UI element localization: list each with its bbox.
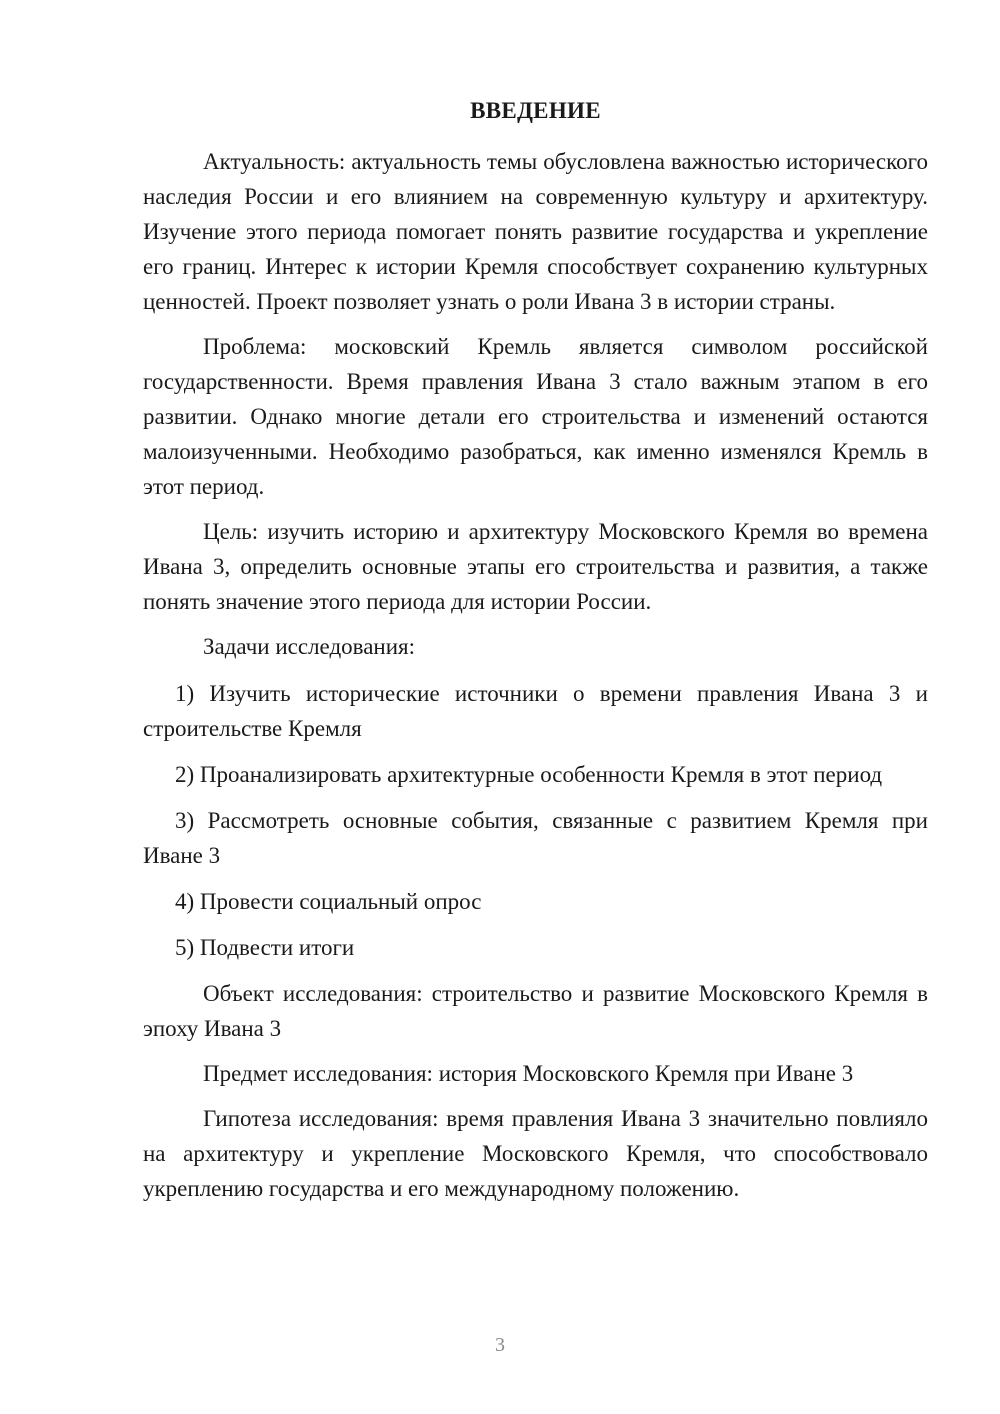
list-item: 3) Рассмотреть основные события, связанные с развитием Кремля при Иване 3 [143, 808, 928, 868]
tasks-title: Задачи исследования: [203, 634, 416, 659]
paragraph-relevance: Актуальность: актуальность темы обусловлена важностью исторического наследия России и его влиянием на современную культуру и архитектуру. Изучение этого периода помогает понять развитие государства и укрепление его границ. Интерес к истории Кремля способствует сохранению культурных ценностей. Проект позволяет узнать о роли Ивана 3 в истории страны. [143, 149, 928, 314]
tasks-list [143, 676, 928, 965]
paragraph-hypothesis: Гипотеза исследования: время правления Ивана 3 значительно повлияло на архитектуру и укрепление Московского Кремля, что способствовало укреплению государства и его международному положению. [143, 1106, 928, 1201]
page-title: ВВЕДЕНИЕ [470, 98, 601, 123]
list-item: 4) Провести социальный опрос [175, 889, 482, 914]
page-number: 3 [495, 1334, 505, 1356]
paragraph-problem: Проблема: московский Кремль является символом российской государственности. Время правления Ивана 3 стало важным этапом в его развитии. Однако многие детали его строительства и изменений остаются малоизученными. Необходимо разобраться, как именно изменялся Кремль в этот период. [143, 334, 928, 499]
paragraph-object: Объект исследования: строительство и развитие Московского Кремля в эпоху Ивана 3 [143, 981, 928, 1041]
list-item: 5) Подвести итоги [175, 935, 355, 960]
list-item: 2) Проанализировать архитектурные особенности Кремля в этот период [175, 762, 883, 787]
paragraph-goal: Цель: изучить историю и архитектуру Московского Кремля во времена Ивана 3, определить основные этапы его строительства и развития, а также понять значение этого периода для истории России. [143, 519, 928, 614]
document-page [143, 96, 928, 1216]
list-item: 1) Изучить исторические источники о времени правления Ивана 3 и строительстве Кремля [143, 681, 928, 741]
paragraph-subject: Предмет исследования: история Московского Кремля при Иване 3 [203, 1061, 854, 1086]
